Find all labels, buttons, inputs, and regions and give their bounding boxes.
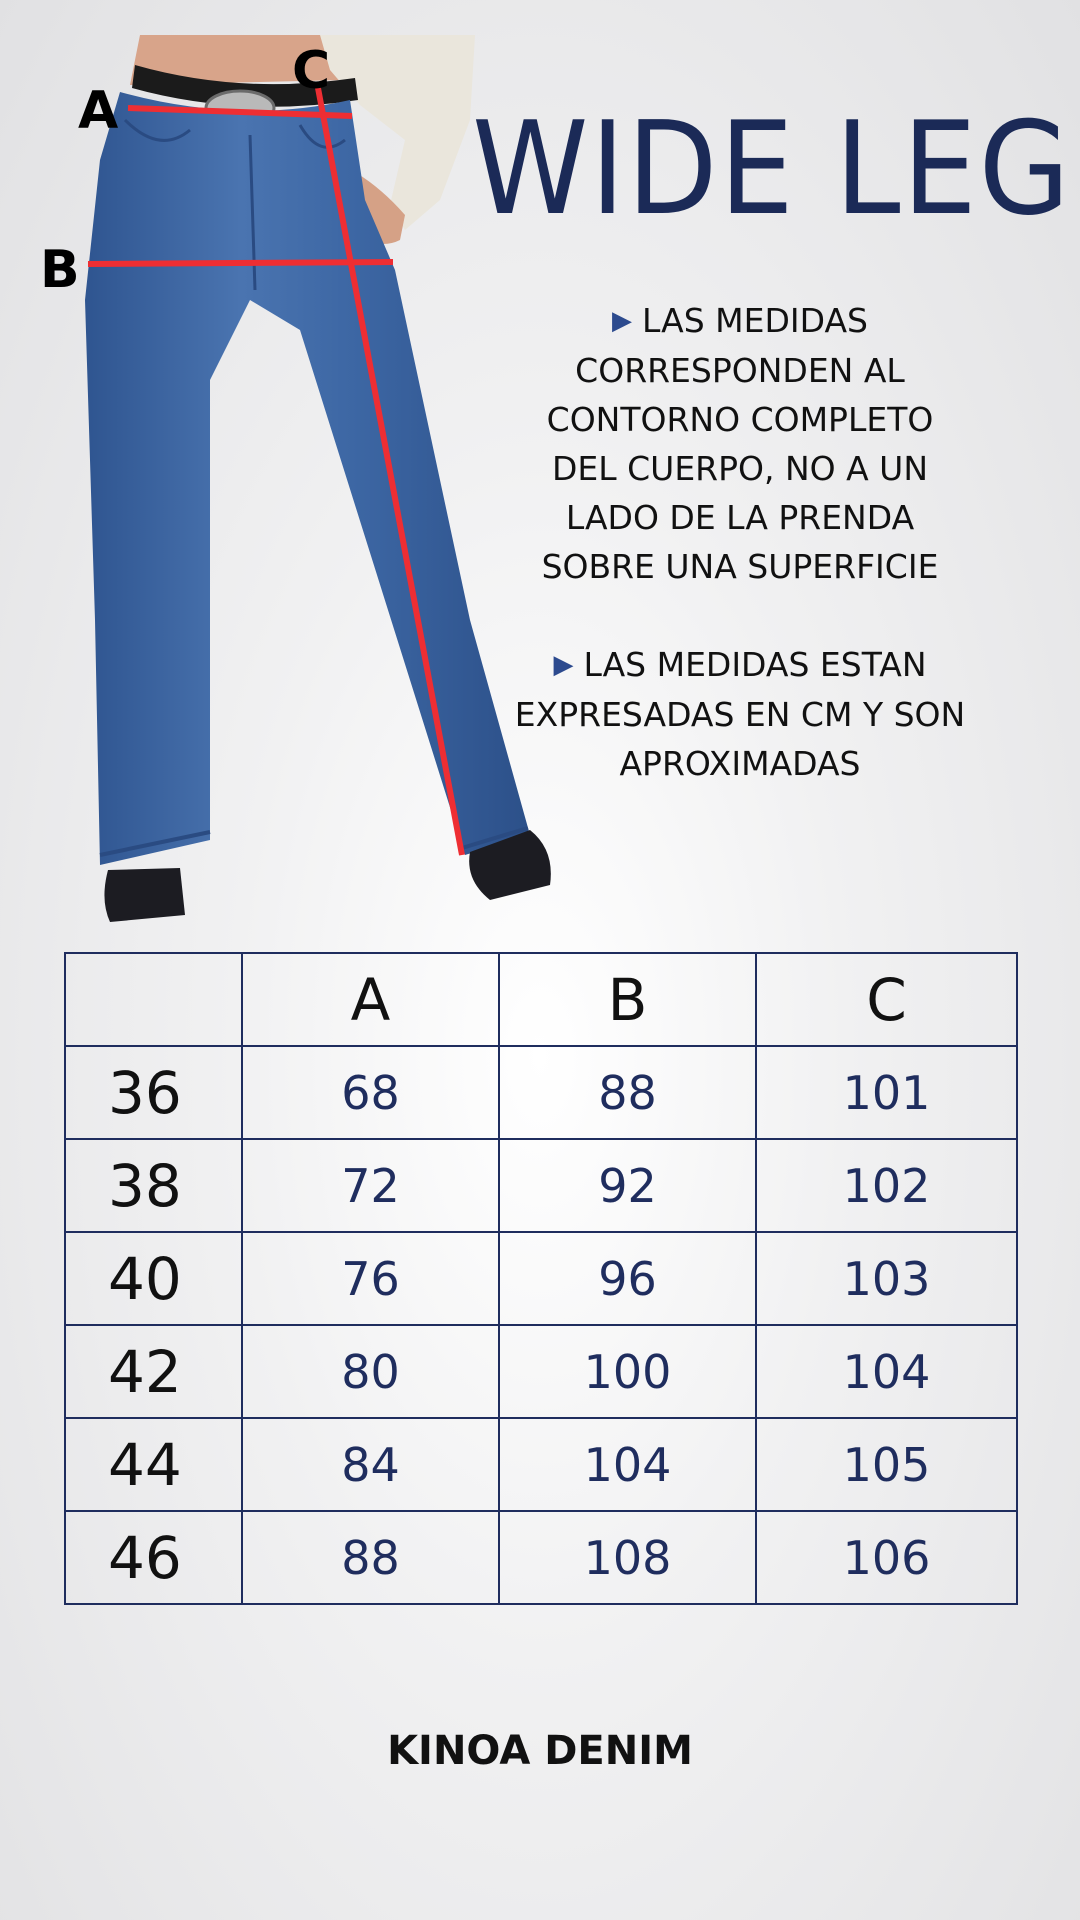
measure-a-cell: 88 — [242, 1511, 499, 1604]
header-c: C — [756, 953, 1017, 1046]
table-body — [65, 1046, 1017, 1604]
size-label-cell: 40 — [65, 1232, 242, 1325]
size-label-cell: 44 — [65, 1418, 242, 1511]
measure-c-cell: 103 — [756, 1232, 1017, 1325]
size-table — [64, 952, 1018, 1605]
shoe-left — [104, 868, 185, 922]
note-line — [490, 346, 990, 395]
note-text: LAS MEDIDAS ESTAN — [583, 645, 927, 684]
note-text: LAS MEDIDAS — [642, 301, 868, 340]
measure-c-cell: 104 — [756, 1325, 1017, 1418]
page-title: WIDE LEG — [472, 95, 1072, 244]
measure-a-cell: 84 — [242, 1418, 499, 1511]
table-row — [65, 1046, 1017, 1139]
table-row — [65, 1232, 1017, 1325]
note-text: CORRESPONDEN AL — [575, 351, 905, 390]
measure-b-cell: 96 — [499, 1232, 756, 1325]
measurement-notes — [490, 296, 990, 788]
note-spacer — [490, 591, 990, 640]
table-row — [65, 1418, 1017, 1511]
measure-c-cell: 101 — [756, 1046, 1017, 1139]
note-line — [490, 395, 990, 444]
header-b: B — [499, 953, 756, 1046]
note-line — [490, 444, 990, 493]
note-line — [490, 493, 990, 542]
triangle-right-icon: ▶ — [612, 306, 632, 336]
measure-a-cell: 72 — [242, 1139, 499, 1232]
triangle-right-icon: ▶ — [553, 650, 574, 680]
note-line — [490, 739, 990, 788]
header-empty — [65, 953, 242, 1046]
header-a: A — [242, 953, 499, 1046]
label-a: A — [78, 81, 119, 141]
note-text: CONTORNO COMPLETO — [546, 400, 934, 439]
table-row — [65, 1511, 1017, 1604]
note-text: APROXIMADAS — [619, 744, 861, 783]
note-text: SOBRE UNA SUPERFICIE — [541, 547, 939, 586]
jeans-body — [85, 92, 530, 865]
measure-a-cell: 68 — [242, 1046, 499, 1139]
note-paragraph-1 — [490, 296, 990, 591]
size-label-cell: 38 — [65, 1139, 242, 1232]
size-label-cell: 46 — [65, 1511, 242, 1604]
label-b: B — [40, 240, 80, 300]
note-text: DEL CUERPO, NO A UN — [551, 449, 929, 488]
table-header-row — [65, 953, 1017, 1046]
measure-b-cell: 108 — [499, 1511, 756, 1604]
measure-a-cell: 76 — [242, 1232, 499, 1325]
size-label-cell: 36 — [65, 1046, 242, 1139]
measure-c-cell: 106 — [756, 1511, 1017, 1604]
label-c: C — [292, 41, 331, 101]
note-line — [490, 542, 990, 591]
note-line — [490, 690, 990, 739]
measure-b-cell: 88 — [499, 1046, 756, 1139]
measure-line-b — [88, 262, 393, 264]
brand-name: KINOA DENIM — [387, 1728, 693, 1774]
note-line — [490, 640, 990, 690]
measure-c-cell: 102 — [756, 1139, 1017, 1232]
note-text: EXPRESADAS EN CM Y SON — [514, 695, 966, 734]
measure-b-cell: 104 — [499, 1418, 756, 1511]
size-label-cell: 42 — [65, 1325, 242, 1418]
note-line — [490, 296, 990, 346]
table-row — [65, 1325, 1017, 1418]
measure-b-cell: 100 — [499, 1325, 756, 1418]
note-text: LADO DE LA PRENDA — [565, 498, 915, 537]
measure-c-cell: 105 — [756, 1418, 1017, 1511]
table-row — [65, 1139, 1017, 1232]
measure-b-cell: 92 — [499, 1139, 756, 1232]
measure-a-cell: 80 — [242, 1325, 499, 1418]
note-paragraph-2 — [490, 640, 990, 788]
